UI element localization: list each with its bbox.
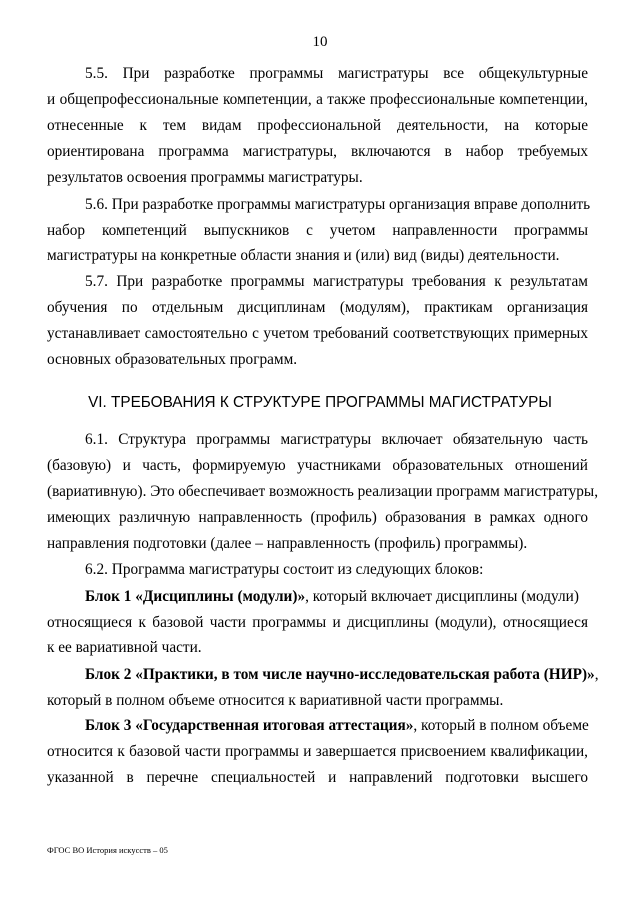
block-1-line [85,587,588,607]
paragraph-5-7-line: основных образовательных программ. [47,351,298,368]
page-number: 10 [312,34,328,50]
block-2-line: который в полном объеме относится к вариативной части программы. [47,692,504,709]
paragraph-5-5-line: ориентирована программа магистратуры, включаются в набор требуемых [47,143,588,160]
block-3-text: , который в полном объеме [413,717,589,734]
paragraph-5-7-line: обучения по отдельным дисциплинам (модулям), практикам организация [47,299,588,316]
block-2-title: Блок 2 «Практики, в том числе научно-исследовательская работа (НИР)» [85,666,595,683]
page-footer: ФГОС ВО История искусств – 05 [47,845,168,855]
paragraph-5-6-line: набор компетенций выпускников с учетом направленности программы [47,222,588,239]
paragraph-5-5-line: 5.5. При разработке программы магистратуры все общекультурные [85,65,588,82]
paragraph-5-6-line: магистратуры на конкретные области знания и (или) вид (виды) деятельности. [47,247,560,264]
paragraph-6-1-line: (базовую) и часть, формируемую участниками образовательных отношений [47,457,588,474]
paragraph-5-5-line: результатов освоения программы магистратуры. [47,169,363,186]
block-1-title: Блок 1 «Дисциплины (модули)» [85,588,306,605]
block-3-line [85,716,588,736]
paragraph-6-1-line: (вариативную). Это обеспечивает возможность реализации программ магистратуры, [47,483,599,500]
block-2-text: , [594,666,599,683]
paragraph-5-7-line: устанавливает самостоятельно с учетом требований соответствующих примерных [47,325,588,342]
paragraph-5-5-line: отнесенные к тем видам профессиональной деятельности, на которые [47,117,588,134]
paragraph-6-1-line: направления подготовки (далее – направленность (профиль) программы). [47,535,528,552]
block-1-line: к ее вариативной части. [47,639,202,656]
section-heading: VI. ТРЕБОВАНИЯ К СТРУКТУРЕ ПРОГРАММЫ МАГИСТРАТУРЫ [88,394,552,411]
block-1-text: , который включает дисциплины (модули) [305,588,579,605]
paragraph-5-6-line: 5.6. При разработке программы магистратуры организация вправе дополнить [85,196,591,213]
paragraph-6-1-line: имеющих различную направленность (профиль) образования в рамках одного [47,509,588,526]
block-2-line [85,665,599,685]
paragraph-5-7-line: 5.7. При разработке программы магистратуры требования к результатам [85,273,588,290]
paragraph-6-1-line: 6.1. Структура программы магистратуры включает обязательную часть [85,431,588,448]
paragraph-6-2: 6.2. Программа магистратуры состоит из следующих блоков: [85,561,484,578]
paragraph-5-5-line: и общепрофессиональные компетенции, а также профессиональные компетенции, [47,91,588,108]
block-3-title: Блок 3 «Государственная итоговая аттестация» [85,717,414,734]
block-3-line: указанной в перечне специальностей и направлений подготовки высшего [47,769,588,786]
block-1-line: относящиеся к базовой части программы и дисциплины (модули), относящиеся [47,614,588,631]
block-3-line: относится к базовой части программы и завершается присвоением квалификации, [47,743,588,760]
